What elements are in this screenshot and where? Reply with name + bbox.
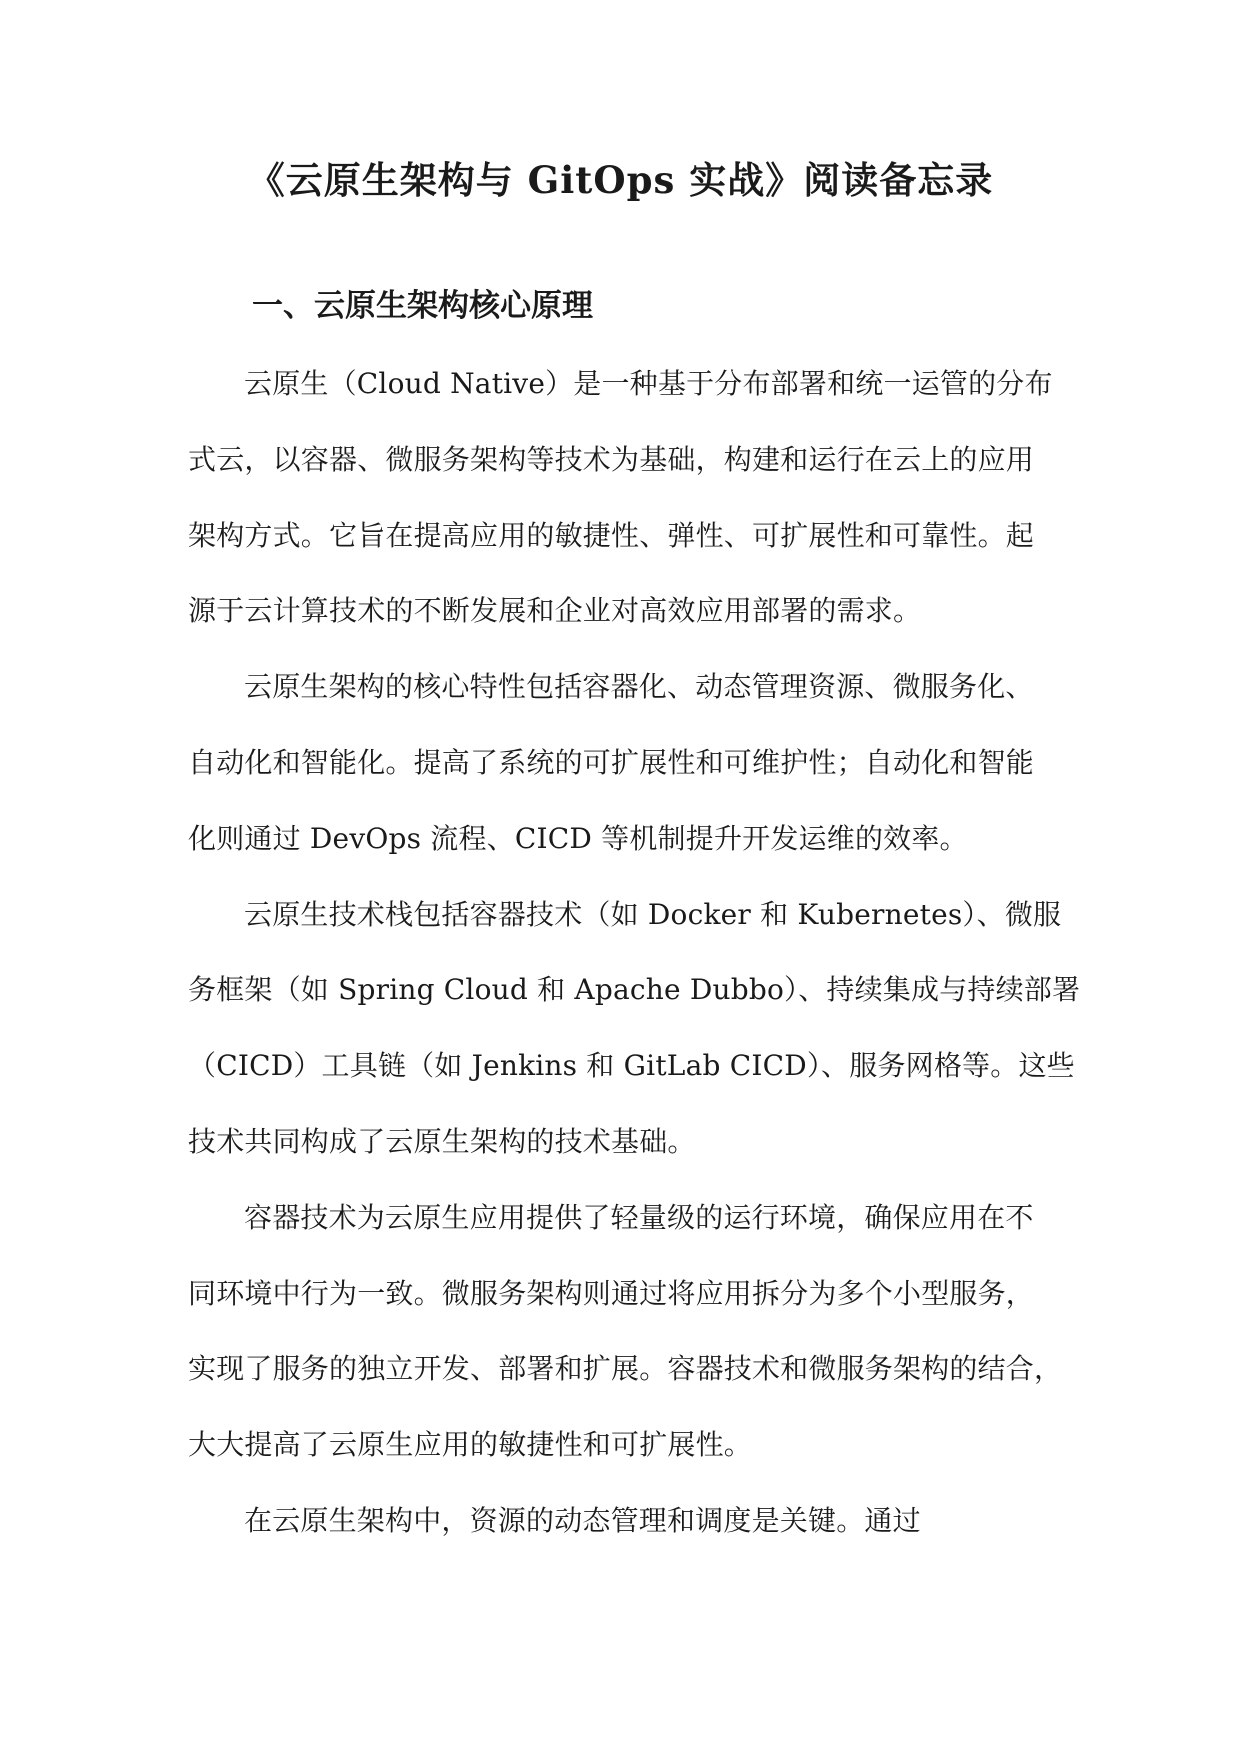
section-heading: 一、云原生架构核心原理 <box>252 288 593 324</box>
text-line: 自动化和智能化。提高了系统的可扩展性和可维护性；自动化和智能 <box>188 745 1035 779</box>
document-title: 《云原生架构与 GitOps 实战》阅读备忘录 <box>247 158 994 202</box>
body-text <box>188 366 1081 1579</box>
text-line: 大大提高了云原生应用的敏捷性和可扩展性。 <box>188 1428 753 1462</box>
text-line: 化则通过 DevOps 流程、CICD 等机制提升开发运维的效率。 <box>188 821 968 855</box>
text-line: 架构方式。它旨在提高应用的敏捷性、弹性、可扩展性和可靠性。起 <box>188 518 1035 552</box>
text-line: 实现了服务的独立开发、部署和扩展。容器技术和微服务架构的结合， <box>188 1352 1063 1386</box>
paragraph <box>188 1503 1068 1579</box>
paragraph <box>188 897 1081 1200</box>
text-line: 源于云计算技术的不断发展和企业对高效应用部署的需求。 <box>188 594 922 628</box>
text-line: 技术共同构成了云原生架构的技术基础。 <box>188 1124 696 1158</box>
text-line: 云原生技术栈包括容器技术（如 Docker 和 Kubernetes）、微服 <box>244 897 1062 931</box>
text-line: 云原生架构的核心特性包括容器化、动态管理资源、微服务化、 <box>244 670 1034 704</box>
text-line: 容器技术为云原生应用提供了轻量级的运行环境，确保应用在不 <box>244 1200 1034 1234</box>
text-line: 同环境中行为一致。微服务架构则通过将应用拆分为多个小型服务， <box>188 1276 1035 1310</box>
text-line: 务框架（如 Spring Cloud 和 Apache Dubbo）、持续集成与持续部署 <box>188 973 1081 1007</box>
text-line: （CICD）工具链（如 Jenkins 和 GitLab CICD）、服务网格等。这些 <box>188 1049 1075 1083</box>
text-line: 在云原生架构中，资源的动态管理和调度是关键。通过 <box>244 1503 921 1537</box>
text-line: 云原生（Cloud Native）是一种基于分布部署和统一运管的分布 <box>244 367 1053 400</box>
paragraph <box>188 1200 1068 1503</box>
paragraph <box>188 366 1068 669</box>
paragraph <box>188 669 1068 896</box>
text-line: 式云，以容器、微服务架构等技术为基础，构建和运行在云上的应用 <box>188 442 1035 476</box>
